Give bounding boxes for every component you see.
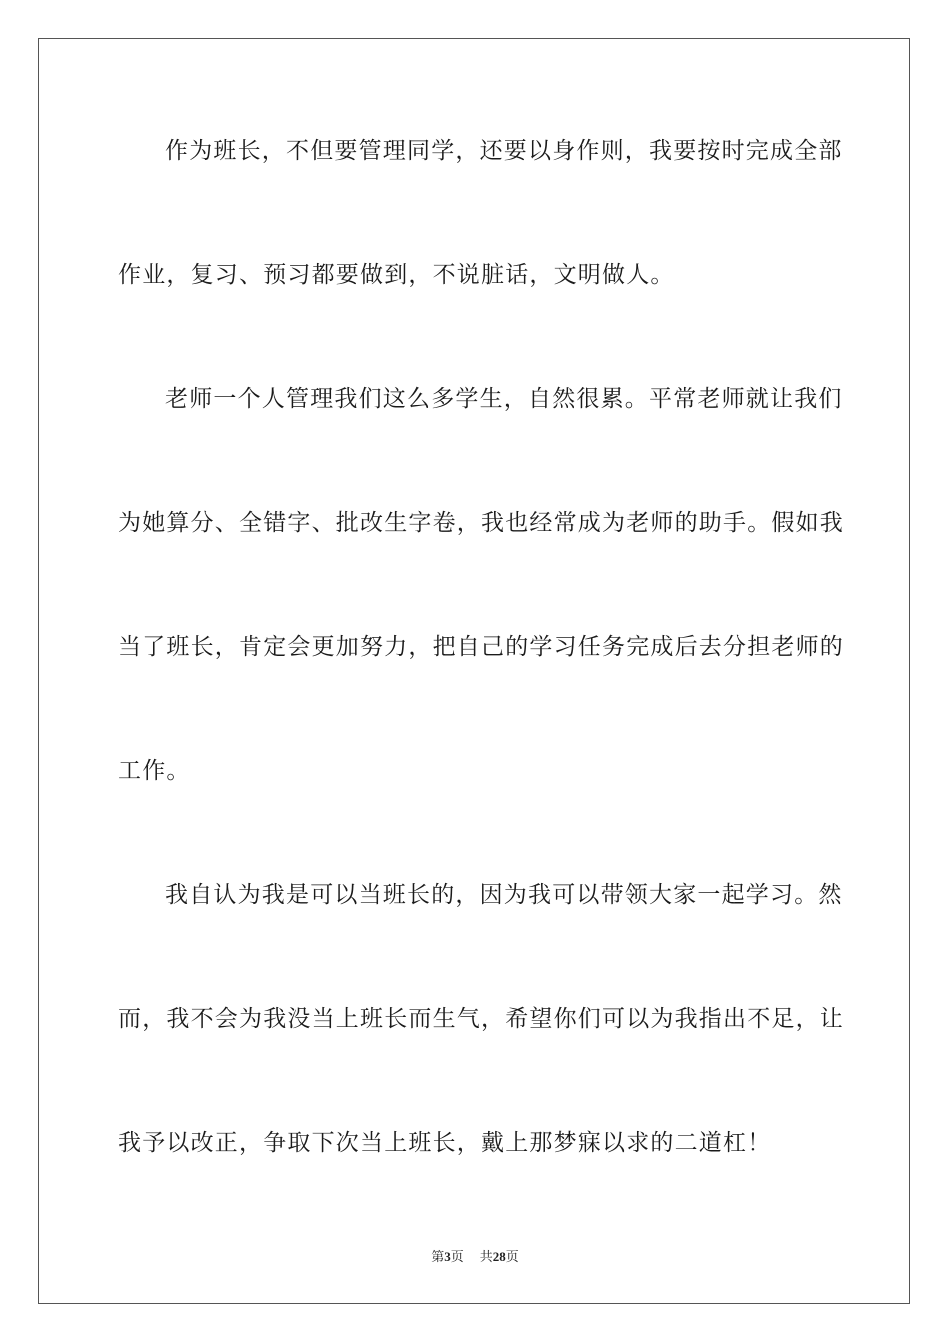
paragraph-2-line-2: 为她算分、全错字、批改生字卷，我也经常成为老师的助手。假如我 bbox=[118, 510, 844, 536]
total-prefix: 共 bbox=[479, 1250, 493, 1265]
page-border bbox=[38, 38, 910, 1304]
page-footer bbox=[0, 1246, 950, 1265]
total-pages: 28 bbox=[492, 1249, 506, 1264]
paragraph-2-line-3: 当了班长，肯定会更加努力，把自己的学习任务完成后去分担老师的 bbox=[118, 634, 844, 660]
page-suffix: 页 bbox=[450, 1250, 464, 1265]
paragraph-3-line-3: 我予以改正，争取下次当上班长，戴上那梦寐以求的二道杠！ bbox=[118, 1130, 772, 1156]
total-suffix: 页 bbox=[505, 1250, 519, 1265]
paragraph-3-line-2: 而，我不会为我没当上班长而生气，希望你们可以为我指出不足，让 bbox=[118, 1006, 844, 1032]
paragraph-1-line-1: 作为班长，不但要管理同学，还要以身作则，我要按时完成全部 bbox=[165, 138, 843, 164]
paragraph-2-line-1: 老师一个人管理我们这么多学生，自然很累。平常老师就让我们 bbox=[165, 386, 843, 412]
page-number: 3 bbox=[444, 1249, 451, 1264]
page-prefix: 第 bbox=[431, 1250, 445, 1265]
paragraph-2-line-4: 工作。 bbox=[118, 758, 191, 784]
paragraph-3-line-1: 我自认为我是可以当班长的，因为我可以带领大家一起学习。然 bbox=[165, 882, 843, 908]
paragraph-1-line-2: 作业，复习、预习都要做到，不说脏话，文明做人。 bbox=[118, 262, 675, 288]
